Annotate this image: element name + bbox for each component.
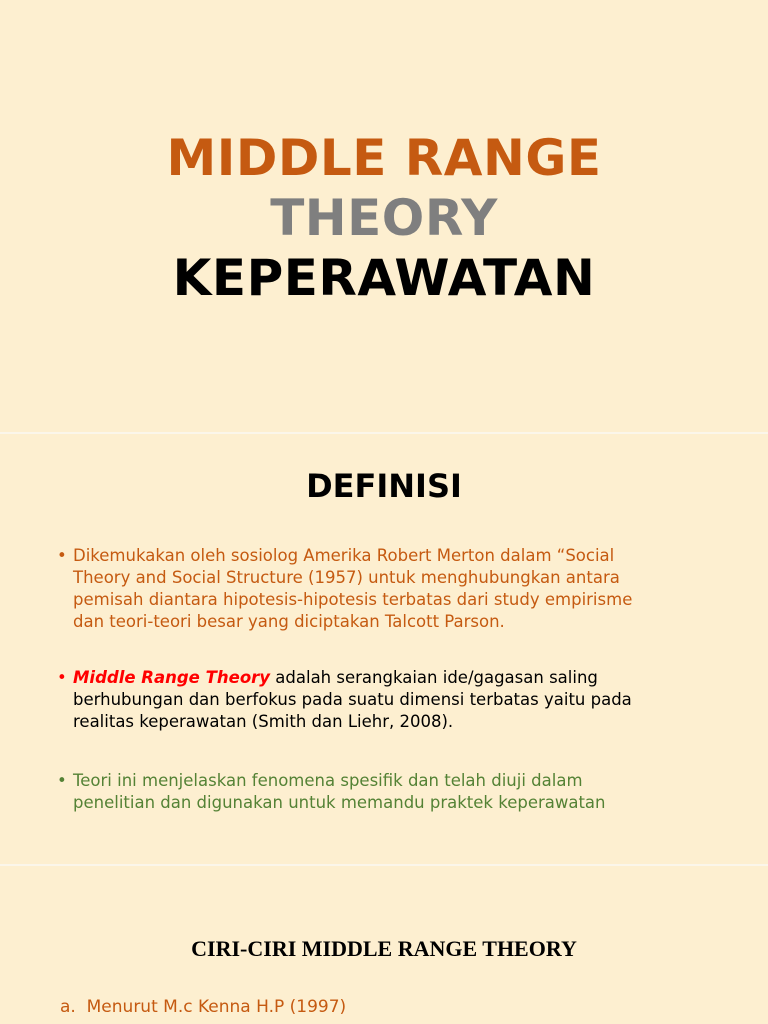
bullet-item-merton xyxy=(57,545,713,633)
definition-heading: DEFINISI xyxy=(306,467,462,505)
list-item-text: Menurut M.c Kenna H.P (1997) xyxy=(86,997,347,1017)
title-slide xyxy=(0,0,768,432)
bullet-marker: • xyxy=(57,546,67,565)
definition-slide xyxy=(0,434,768,864)
title-line-theory: THEORY xyxy=(270,189,498,247)
bullet-emphasis: Middle Range Theory xyxy=(73,668,271,687)
title-line-keperawatan: KEPERAWATAN xyxy=(172,249,596,307)
bullet-marker: • xyxy=(57,771,67,790)
characteristics-slide xyxy=(0,866,768,1024)
title-line-middle-range: MIDDLE RANGE xyxy=(166,129,602,187)
list-marker: a. xyxy=(60,997,76,1017)
bullet-text: adalah serangkaian ide/gagasan saling berhubungan dan berfokus pada suatu dimensi terbatas yaitu pada realitas keperawatan (Smith dan Liehr, 2008). xyxy=(73,668,632,731)
list-item xyxy=(60,997,346,1017)
bullet-item-phenomena xyxy=(57,770,713,814)
bullet-marker: • xyxy=(57,668,67,687)
characteristics-heading: CIRI-CIRI MIDDLE RANGE THEORY xyxy=(191,936,577,961)
bullet-item-definition xyxy=(57,667,713,733)
bullet-text: Dikemukakan oleh sosiolog Amerika Robert Merton dalam “Social Theory and Social Structure (1957) untuk menghubungkan antara pemisah diantara hipotesis-hipotesis terbatas dari study empirisme dan teori-teori besar yang diciptakan Talcott Parson. xyxy=(73,546,633,631)
bullet-text: Teori ini menjelaskan fenomena spesifik dan telah diuji dalam penelitian dan digunakan untuk memandu praktek keperawatan xyxy=(73,771,606,812)
